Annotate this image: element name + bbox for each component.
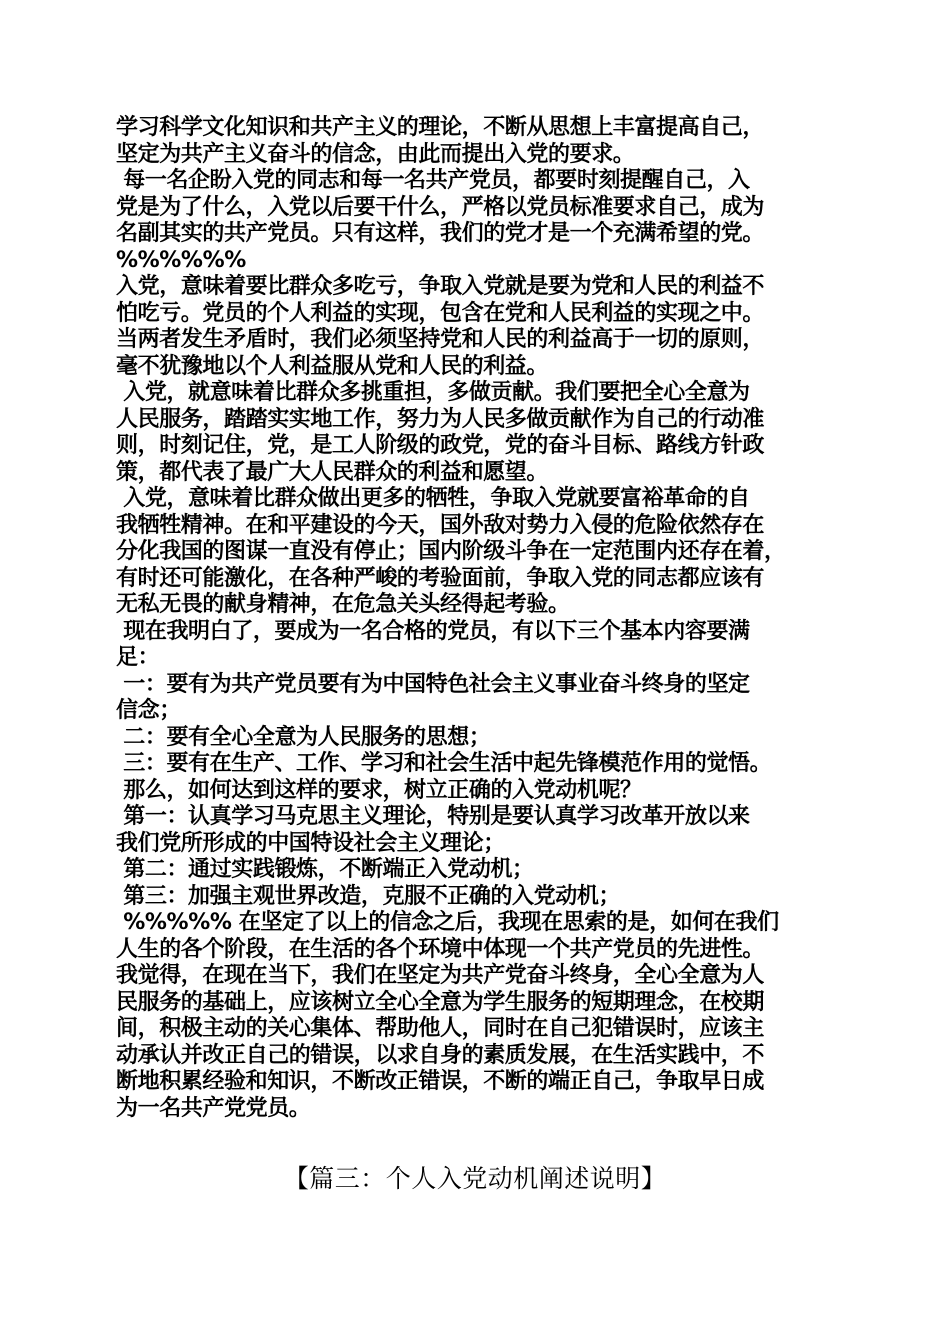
text-line: 坚定为共产主义奋斗的信念，由此而提出入党的要求。 (116, 141, 635, 167)
text-line: 足： (116, 645, 160, 670)
text-line: 当两者发生矛盾时，我们必须坚持党和人民的利益高于一切的原则， (116, 327, 765, 352)
text-line: 现在我明白了，要成为一名合格的党员，有以下三个基本内容要满 (116, 618, 750, 644)
text-line: 则，时刻记住，党，是工人阶级的政党，党的奋斗目标、路线方针政 (116, 433, 765, 458)
text-line: 第二：通过实践锻炼，不断端正入党动机； (116, 857, 534, 882)
text-line: 名副其实的共产党员。只有这样，我们的党才是一个充满希望的党。 (116, 221, 765, 246)
text-line: 民服务的基础上，应该树立全心全意为学生服务的短期理念，在校期 (116, 989, 765, 1015)
text-line: 入党，就意味着比群众多挑重担，多做贡献。我们要把全心全意为 (116, 380, 750, 405)
text-line: %%%%% 在坚定了以上的信念之后，我现在思索的是，如何在我们 (116, 910, 779, 935)
text-line: 无私无畏的献身精神，在危急关头经得起考验。 (116, 592, 570, 617)
text-line: 有时还可能激化，在各种严峻的考验面前，争取入党的同志都应该有 (116, 565, 765, 591)
text-line: 断地积累经验和知识，不断改正错误，不断的端正自己，争取早日成 (116, 1069, 765, 1094)
text-line: 我觉得，在现在当下，我们在坚定为共产党奋斗终身，全心全意为人 (116, 963, 765, 988)
text-line: 动承认并改正自己的错误，以求自身的素质发展，在生活实践中，不 (116, 1042, 765, 1068)
text-line: 我牺牲精神。在和平建设的今天，国外敌对势力入侵的危险依然存在 (116, 512, 765, 538)
text-line: 毫不犹豫地以个人利益服从党和人民的利益。 (116, 353, 549, 379)
text-line: 每一名企盼入党的同志和每一名共产党员，都要时刻提醒自己，入 (116, 168, 750, 193)
text-line: 入党，意味着要比群众多吃亏，争取入党就是要为党和人民的利益不 (116, 274, 765, 299)
text-line: 人民服务，踏踏实实地工作，努力为人民多做贡献作为自己的行动准 (116, 406, 765, 432)
text-line: 入党，意味着比群众做出更多的牺牲，争取入党就要富裕革命的自 (116, 486, 750, 511)
text-line: 分化我国的图谋一直没有停止；国内阶级斗争在一定范围内还存在着， (116, 539, 786, 564)
text-line: 三：要有在生产、工作、学习和社会生活中起先锋模范作用的觉悟。 (116, 751, 772, 776)
text-line: 那么，如何达到这样的要求，树立正确的入党动机呢？ (116, 777, 642, 803)
text-line: 怕吃亏。党员的个人利益的实现，包含在党和人民利益的实现之中。 (116, 300, 765, 326)
document-body (116, 115, 851, 1122)
text-line: 学习科学文化知识和共产主义的理论，不断从思想上丰富提高自己， (116, 115, 765, 140)
text-line: 党是为了什么，入党以后要干什么，严格以党员标准要求自己，成为 (116, 194, 765, 220)
text-line: 我们党所形成的中国特设社会主义理论； (116, 830, 505, 856)
text-line: 第一：认真学习马克思主义理论，特别是要认真学习改革开放以来 (116, 804, 750, 829)
text-line: 第三：加强主观世界改造，克服不正确的入党动机； (116, 883, 621, 909)
section-heading: 【篇三：个人入党动机阐述说明】 (283, 1164, 667, 1193)
text-line: 信念； (116, 698, 181, 723)
text-line: 为一名共产党党员。 (116, 1095, 311, 1121)
text-line: 人生的各个阶段，在生活的各个环境中体现一个共产党员的先进性。 (116, 936, 765, 962)
text-line: %%%%%% (116, 247, 246, 273)
text-line: 策，都代表了最广大人民群众的利益和愿望。 (116, 459, 549, 485)
text-line: 间，积极主动的关心集体、帮助他人，同时在自己犯错误时，应该主 (116, 1016, 765, 1041)
text-line: 二：要有全心全意为人民服务的思想； (116, 724, 491, 750)
text-line: 一：要有为共产党员要有为中国特色社会主义事业奋斗终身的坚定 (116, 671, 750, 697)
